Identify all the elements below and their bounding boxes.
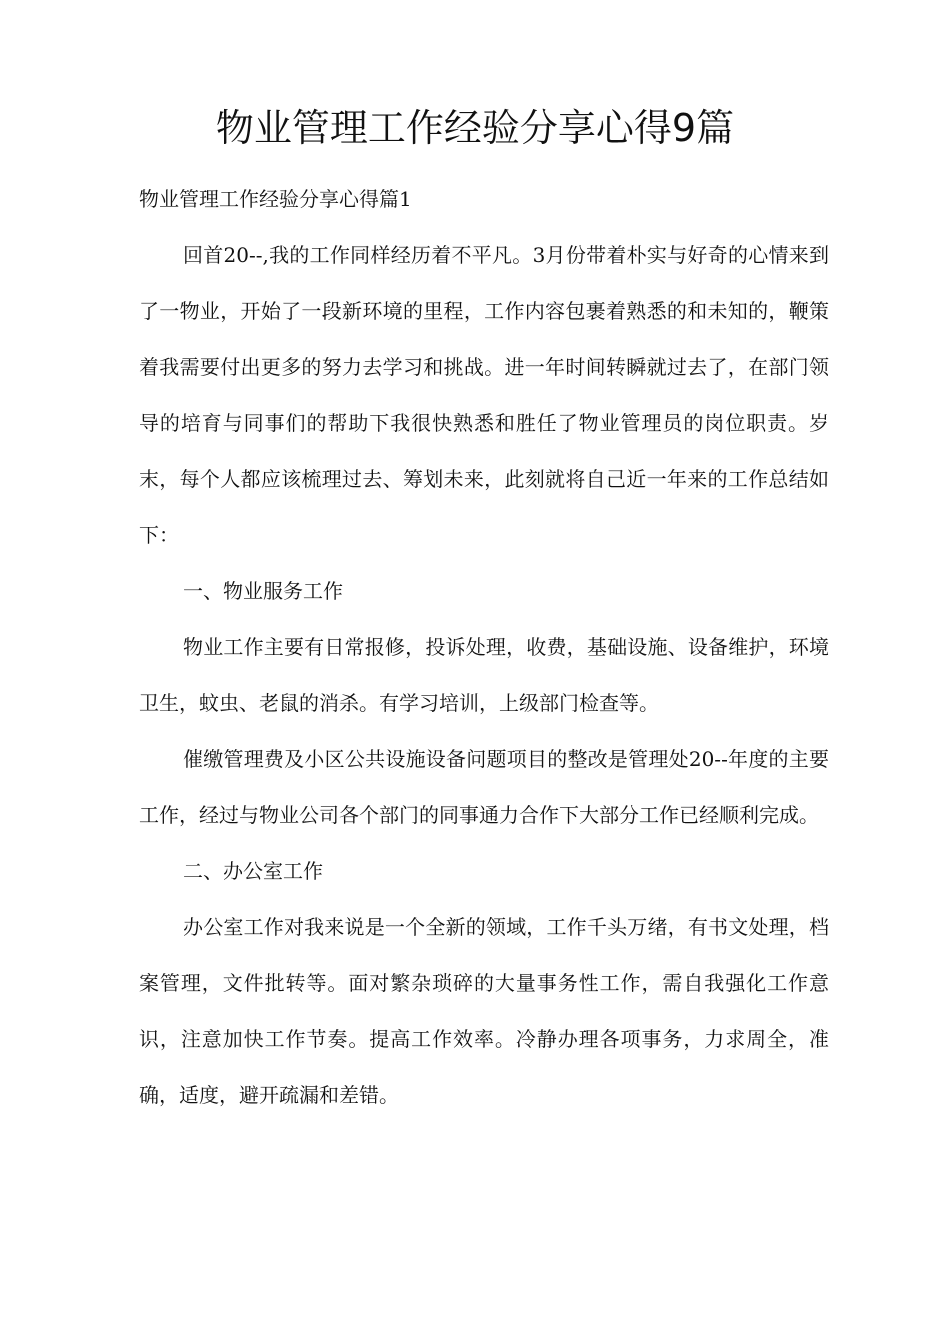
- paragraph-property-service: 物业工作主要有日常报修，投诉处理，收费，基础设施、设备维护，环境卫生，蚊虫、老鼠的消杀。有学习培训，上级部门检查等。: [139, 635, 829, 715]
- paragraph-fee-collection: 催缴管理费及小区公共设施设备问题项目的整改是管理处20--年度的主要工作，经过与物业公司各个部门的同事通力合作下大部分工作已经顺利完成。: [139, 747, 829, 827]
- document-title: 物业管理工作经验分享心得9篇: [215, 106, 735, 150]
- paragraph-office-work: 办公室工作对我来说是一个全新的领域，工作千头万绪，有书文处理，档案管理，文件批转等。面对繁杂琐碎的大量事务性工作，需自我强化工作意识，注意加快工作节奏。提高工作效率。冷静办理各项事务，力求周全，准确，适度，避开疏漏和差错。: [139, 915, 829, 1107]
- section-heading-office-work: 二、办公室工作: [183, 859, 323, 883]
- section-subtitle: 物业管理工作经验分享心得篇1: [139, 187, 412, 211]
- section-heading-property-service: 一、物业服务工作: [183, 579, 343, 603]
- document-body: [139, 171, 829, 1123]
- paragraph-intro: 回首20--,我的工作同样经历着不平凡。3月份带着朴实与好奇的心情来到了一物业，开始了一段新环境的里程，工作内容包裹着熟悉的和未知的，鞭策着我需要付出更多的努力去学习和挑战。进一年时间转瞬就过去了，在部门领导的培育与同事们的帮助下我很快熟悉和胜任了物业管理员的岗位职责。岁末，每个人都应该梳理过去、筹划未来，此刻就将自己近一年来的工作总结如下：: [139, 243, 829, 547]
